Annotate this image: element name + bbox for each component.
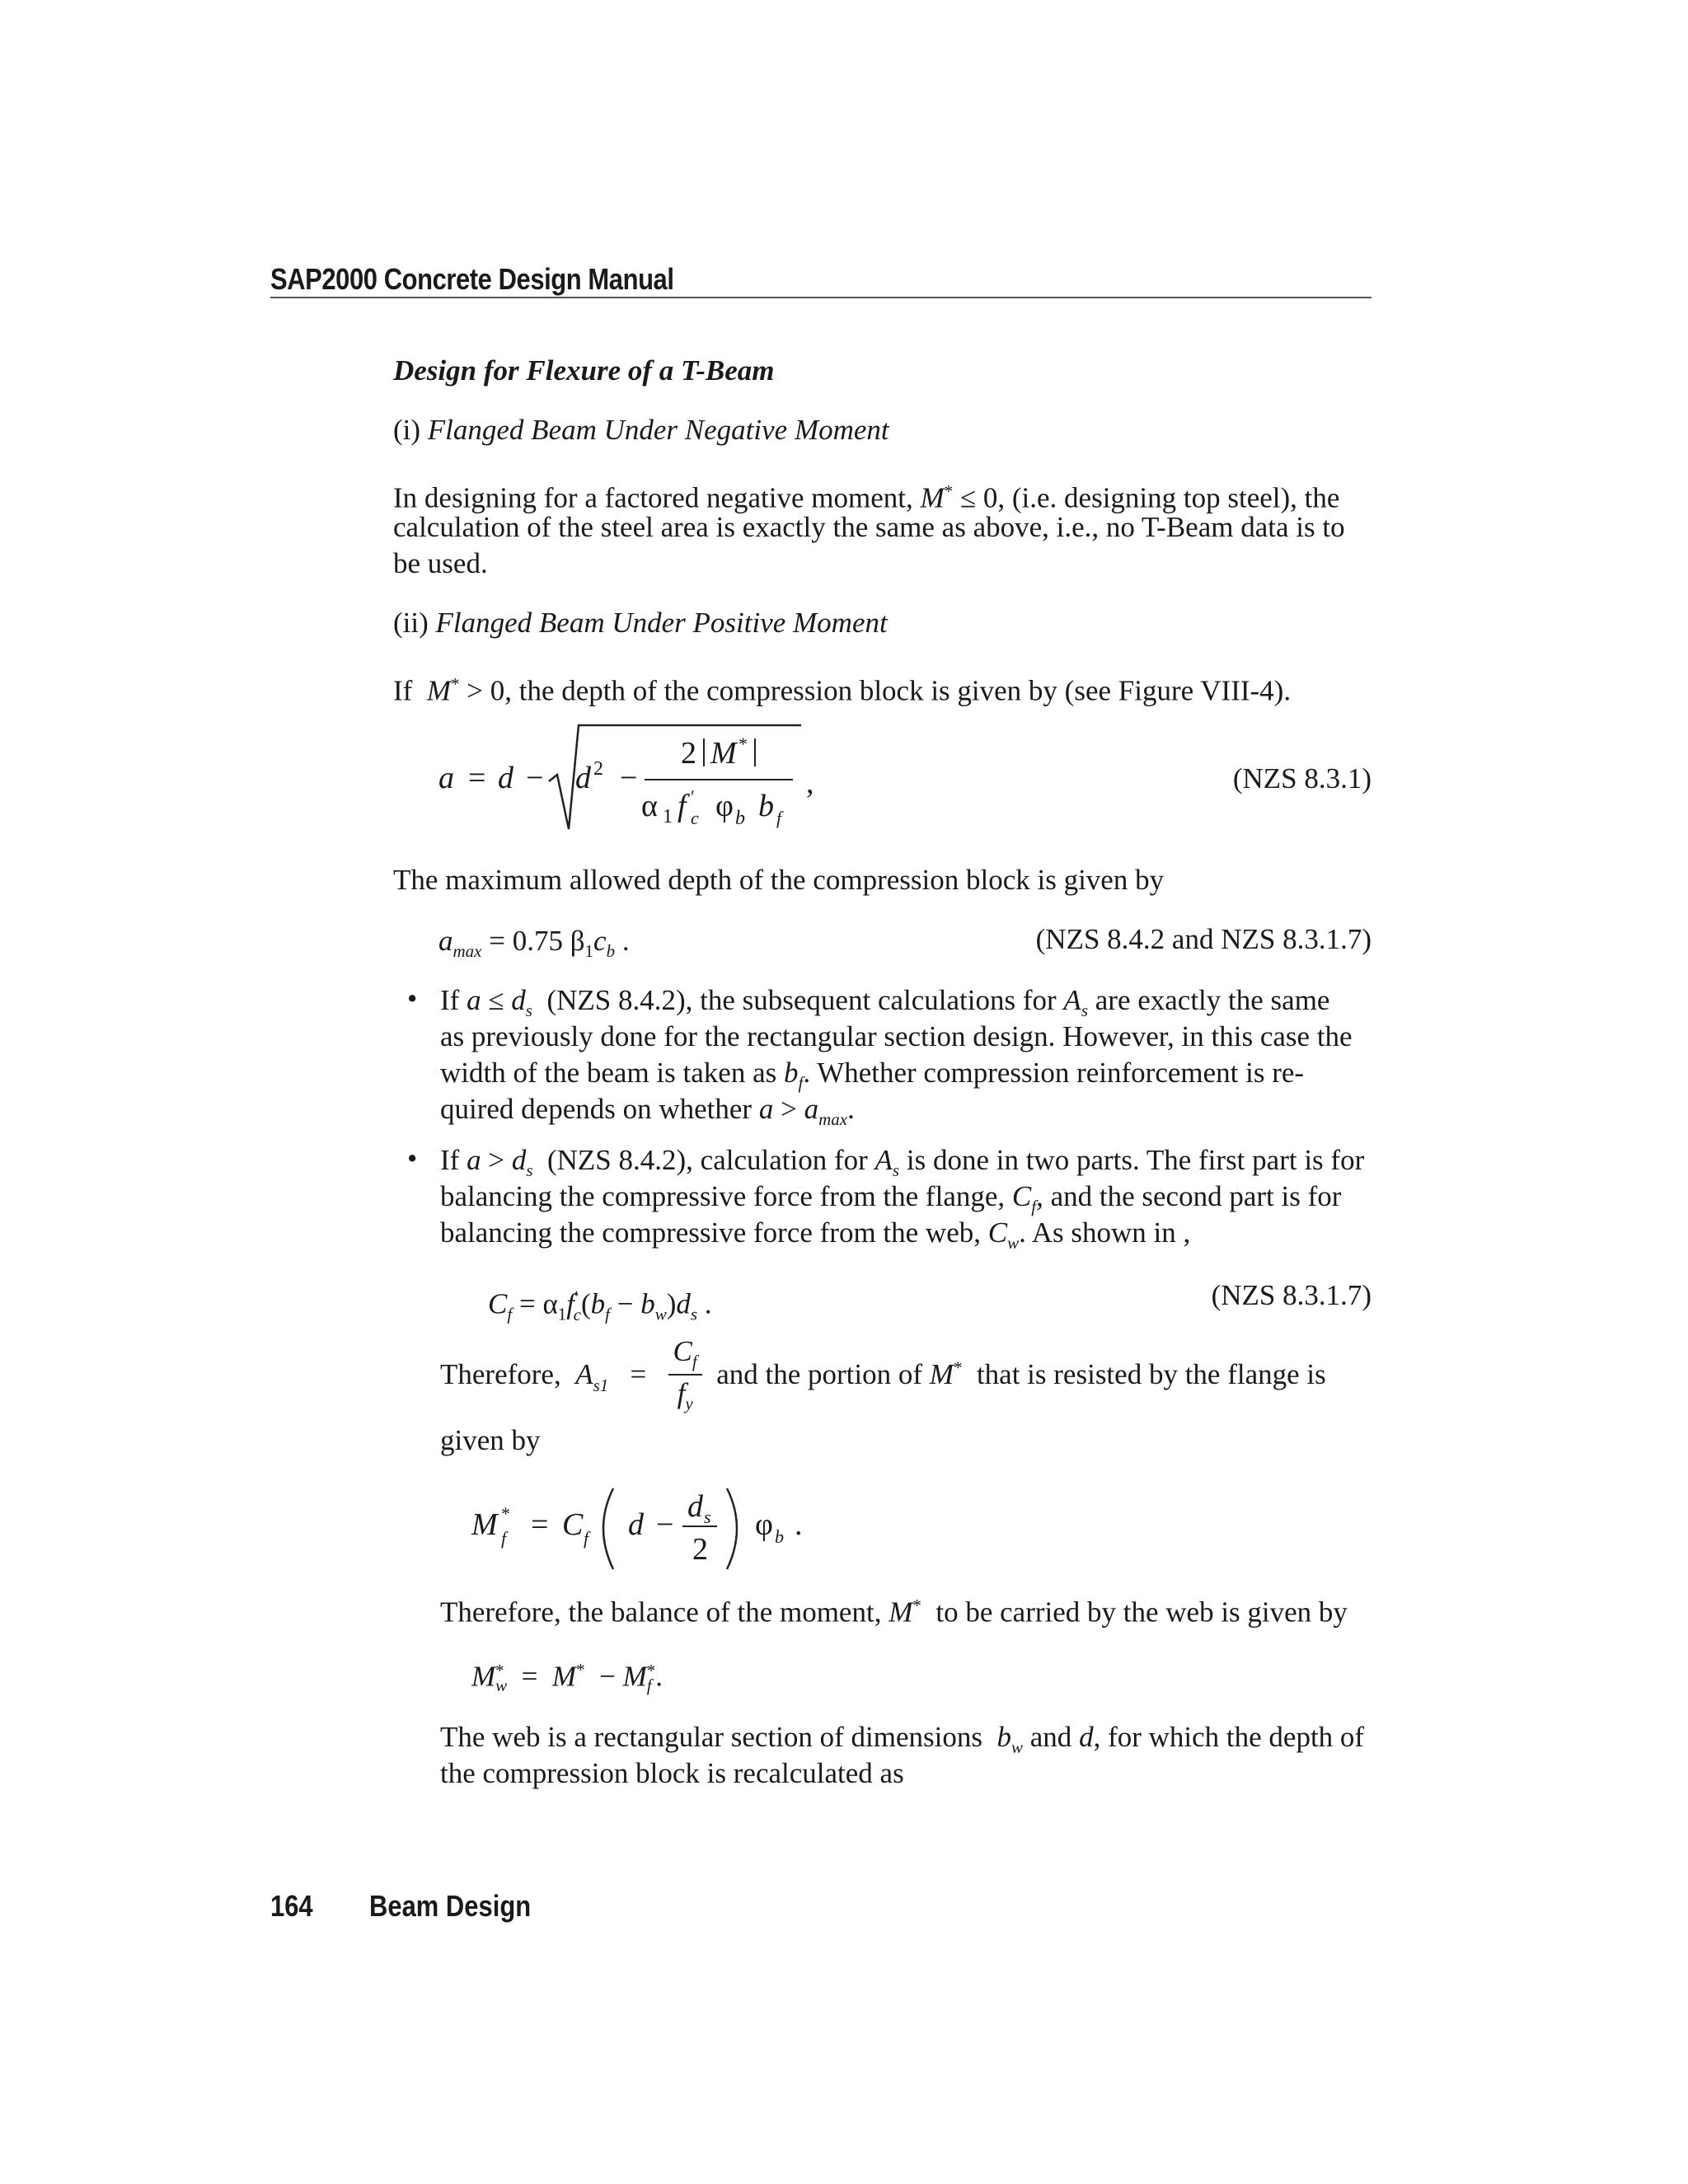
bullet-line: quired depends on whether $a > a_{max}$. [440, 1093, 855, 1129]
text-span: width of the beam is taken as [440, 1057, 777, 1089]
svg-text:φ: φ [755, 1507, 773, 1542]
svg-text:f: f [501, 1528, 507, 1549]
running-header: SAP2000 Concrete Design Manual [270, 262, 674, 296]
svg-text:b: b [775, 1526, 784, 1547]
svg-text:C: C [562, 1507, 584, 1542]
bullet-line: as previously done for the rectangular section design. However, in this case the [440, 1020, 1353, 1052]
paragraph-line: be used. [393, 547, 488, 579]
bullet-marker: • [407, 982, 418, 1015]
subsection-title: Flanged Beam Under Negative Moment [427, 414, 889, 446]
svg-text:d: d [687, 1489, 703, 1524]
svg-text:M: M [471, 1507, 498, 1542]
svg-text:′: ′ [691, 786, 695, 807]
text-span: , for which the depth of [1093, 1721, 1365, 1753]
svg-text:,: , [806, 766, 814, 800]
svg-text:a: a [438, 761, 454, 795]
fraction-cf-over-fy: $\frac{C_f}{f_y}$ [668, 1335, 702, 1414]
text-span: is done in two parts. The first part is for [906, 1144, 1365, 1176]
svg-text:s: s [704, 1507, 711, 1527]
svg-text:M: M [710, 736, 737, 771]
text-span: If [393, 674, 413, 707]
text-span: are exactly the same [1095, 984, 1330, 1016]
svg-text:1: 1 [663, 806, 673, 827]
svg-text:c: c [691, 808, 699, 828]
equation-flange-moment [467, 1475, 829, 1582]
bullet-line: balancing the compressive force from the web, $C_w$. As shown in , [440, 1216, 1191, 1253]
text-span: , the depth of the compression block is given by (see Figure VIII-4). [504, 674, 1292, 707]
svg-text:2: 2 [681, 736, 696, 771]
subsection-positive-moment [393, 605, 888, 641]
header-rule [270, 297, 1372, 298]
section-title: Design for Flexure of a T-Beam [393, 354, 775, 387]
paragraph-line: calculation of the steel area is exactly the same as above, i.e., no T-Beam data is to [393, 511, 1345, 543]
paragraph-line: given by [440, 1424, 541, 1456]
equation-flange-force: $C_f = \alpha_1f'_c(b_f - b_w)d_s$ . [488, 1287, 712, 1324]
paragraph-line: In designing for a factored negative moment, M* ≤ 0, (i.e. designing top steel), the [393, 481, 1340, 514]
text-span: (NZS 8.4.2), calculation for [547, 1144, 868, 1176]
svg-text:2: 2 [692, 1532, 708, 1567]
subsection-number: (i) [393, 414, 421, 446]
svg-text:=: = [468, 761, 486, 795]
equation-reference: (NZS 8.3.1.7) [1211, 1279, 1372, 1311]
text-span: and the portion of [716, 1358, 923, 1391]
svg-text:=: = [531, 1507, 549, 1542]
svg-text:d: d [575, 761, 591, 795]
paragraph-line: The maximum allowed depth of the compression block is given by [393, 864, 1165, 896]
text-span: balancing the compressive force from the web, [440, 1216, 981, 1249]
equation-web-moment: M * w = M* − M * f . [471, 1660, 663, 1695]
text-span: , and the second part is for [1036, 1180, 1342, 1212]
svg-text:−: − [526, 761, 544, 795]
bullet-marker: • [407, 1142, 418, 1174]
subsection-number: (ii) [393, 607, 429, 639]
text-span: that is resisted by the flange is [976, 1358, 1326, 1391]
paragraph-line: If M* > 0, the depth of the compression block is given by (see Figure VIII-4). [393, 674, 1292, 707]
running-footer-title: Beam Design [369, 1889, 532, 1923]
equation-reference: (NZS 8.3.1) [1232, 762, 1372, 794]
subsection-title: Flanged Beam Under Positive Moment [435, 607, 888, 639]
svg-text:f: f [776, 808, 782, 828]
svg-text:f: f [584, 1528, 589, 1549]
subsection-negative-moment [393, 412, 889, 448]
text-span: In designing for a factored negative moment, [393, 481, 913, 514]
text-span: balancing the compressive force from the flange, [440, 1180, 1006, 1212]
svg-text:b: b [735, 808, 745, 829]
bullet-line: If $a > d_s$ (NZS 8.4.2), calculation for $A_s$ is done in two parts. The first part is for [440, 1144, 1365, 1180]
equation-a-max: $a_{max} = 0.75$ $\beta_1c_b$ . [438, 925, 630, 961]
bullet-line: If $a \le d_s$ (NZS 8.4.2), the subsequent calculations for $A_s$ are exactly the same [440, 984, 1330, 1020]
svg-text:α: α [641, 789, 658, 823]
equation-depth-compression-block [429, 717, 841, 841]
bullet-line: balancing the compressive force from the flange, $C_f$, and the second part is for [440, 1180, 1342, 1216]
paragraph-line: the compression block is recalculated as [440, 1757, 904, 1789]
text-span: quired depends on whether [440, 1093, 753, 1125]
svg-text:f: f [678, 789, 687, 823]
paragraph-line: Therefore, the balance of the moment, M* to be carried by the web is given by [440, 1596, 1348, 1629]
svg-text:−: − [656, 1507, 674, 1542]
svg-text:φ: φ [715, 789, 734, 823]
svg-text:−: − [620, 761, 638, 795]
paragraph-line: The web is a rectangular section of dimensions $b_w$ and d, for which the depth of [440, 1721, 1365, 1757]
svg-text:2: 2 [593, 758, 603, 780]
text-span: to be carried by the web is given by [935, 1596, 1348, 1629]
text-span: The web is a rectangular section of dimensions [440, 1721, 982, 1753]
text-span: (NZS 8.4.2), the subsequent calculations for [546, 984, 1057, 1016]
equation-reference: (NZS 8.4.2 and NZS 8.3.1.7) [1035, 923, 1372, 955]
paragraph-line: Therefore, $A_{s1}$ = $\frac{C_f}{f_y}$ and the portion of M* that is resisted by the flange is [440, 1335, 1326, 1413]
page-number: 164 [270, 1889, 313, 1923]
svg-text:*: * [738, 733, 748, 754]
bullet-line: width of the beam is taken as $b_f$. Whether compression reinforcement is re- [440, 1057, 1305, 1093]
text-span: Therefore, [440, 1358, 561, 1390]
svg-text:b: b [758, 789, 774, 823]
text-span: . Whether compression reinforcement is re- [803, 1057, 1305, 1089]
svg-text:d: d [498, 761, 513, 795]
text-span: Therefore, the balance of the moment, [440, 1596, 882, 1629]
text-span: and [1029, 1721, 1072, 1753]
text-span: . As shown in , [1019, 1216, 1191, 1249]
text-span: , (i.e. designing top steel), the [997, 481, 1340, 514]
svg-text:*: * [501, 1503, 510, 1524]
svg-text:d: d [628, 1507, 644, 1542]
svg-text:.: . [795, 1507, 803, 1542]
